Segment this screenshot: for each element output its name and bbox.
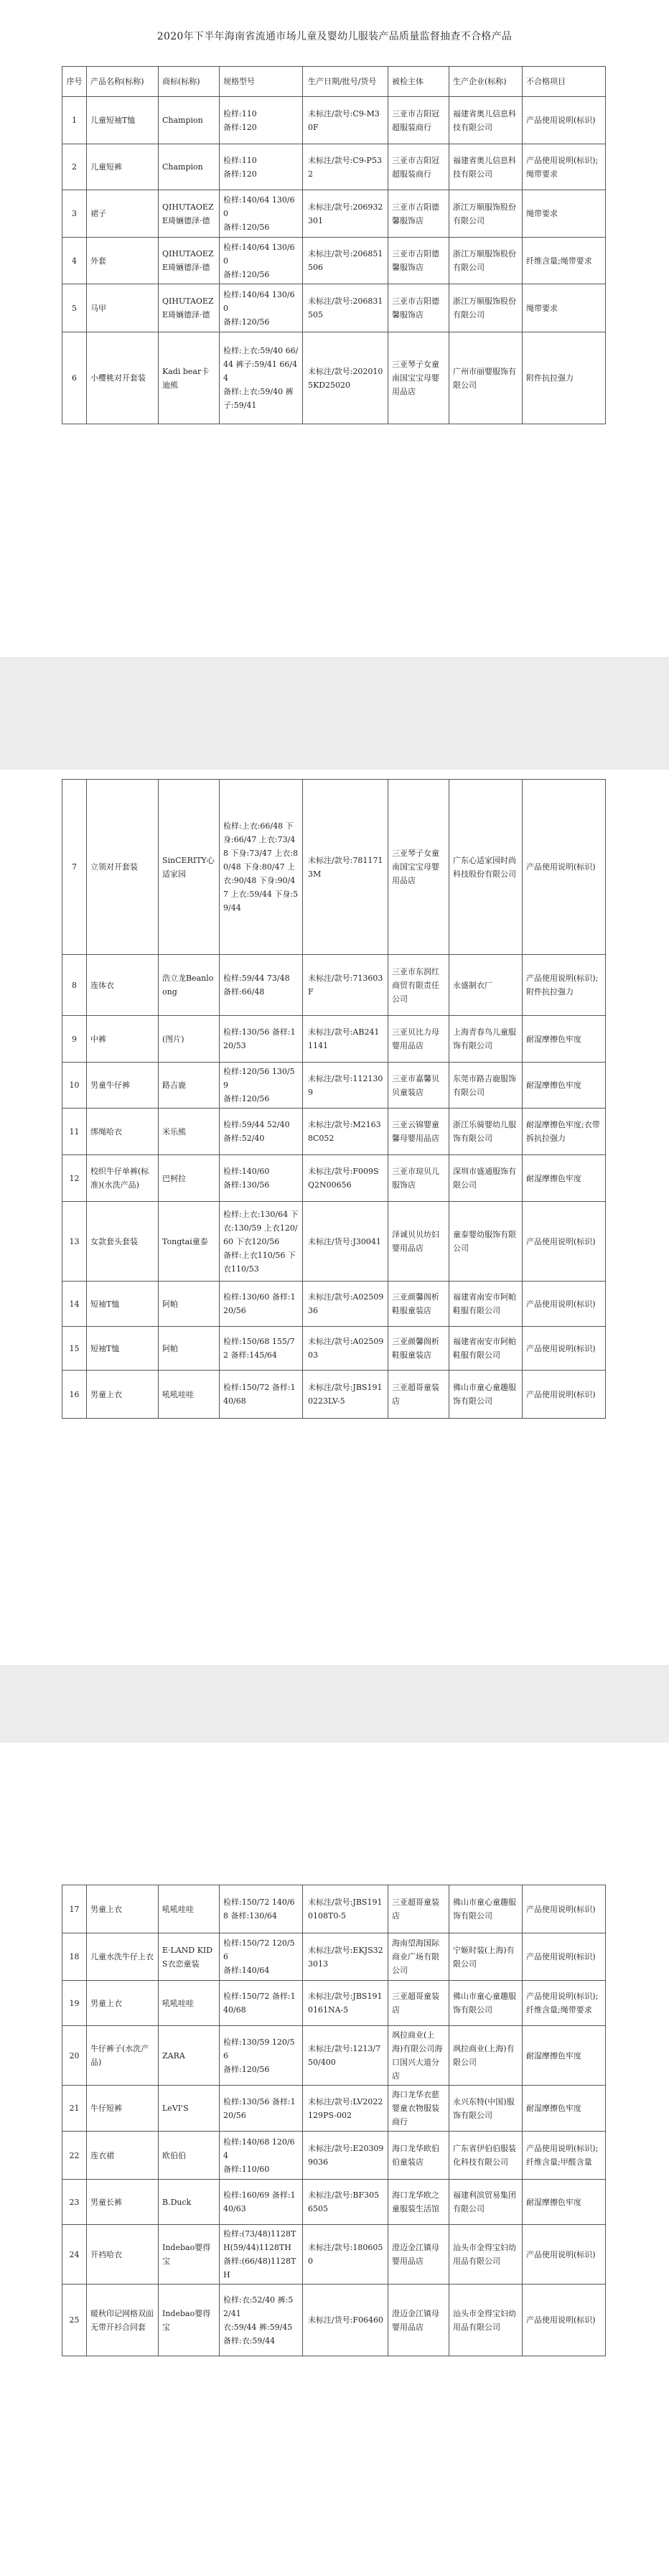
table-row bbox=[62, 1155, 606, 1202]
index-cell: 5 bbox=[62, 284, 87, 332]
batch-cell: 未标注/货号:F06460 bbox=[303, 2285, 388, 2356]
spec-cell: 检样:120/56 130/59 备样:120/56 bbox=[220, 1063, 303, 1109]
product-name-cell: 校织牛仔单裤(标准)(水洗产品) bbox=[87, 1155, 159, 1202]
batch-cell: 未标注/款号:1806050 bbox=[303, 2225, 388, 2285]
inspected-entity-cell: 三亚颜馨阁析鞋服童装店 bbox=[388, 1282, 449, 1327]
manufacturer-cell: 福建省奥儿信息科技有限公司 bbox=[449, 144, 523, 190]
brand-cell: 阿帕 bbox=[159, 1327, 220, 1371]
brand-cell: 吼吼哇哇 bbox=[159, 1885, 220, 1933]
product-name-cell: 开裆哈衣 bbox=[87, 2225, 159, 2285]
brand-cell: 米乐熊 bbox=[159, 1109, 220, 1155]
index-cell: 17 bbox=[62, 1885, 87, 1933]
failed-item-cell: 附件抗拉强力 bbox=[523, 332, 606, 424]
manufacturer-cell: 永兴东特(中国)服饰有限公司 bbox=[449, 2086, 523, 2132]
product-name-cell: 儿童短裤 bbox=[87, 144, 159, 190]
table-row bbox=[62, 1327, 606, 1371]
spec-cell: 检样:上衣:130/64 下衣:130/59 上衣120/60 下衣120/56 备样:上衣110/56 下衣110/53 bbox=[220, 1202, 303, 1282]
spec-cell: 检样:140/68 120/64 备样:110/60 bbox=[220, 2132, 303, 2180]
failed-item-cell: 耐湿摩擦色牢度 bbox=[523, 1155, 606, 1202]
brand-cell: 路吉鹿 bbox=[159, 1063, 220, 1109]
inspected-entity-cell: 三亚市吉阳冠超服装商行 bbox=[388, 97, 449, 144]
product-name-cell: 短袖T恤 bbox=[87, 1282, 159, 1327]
table-row bbox=[62, 1282, 606, 1327]
index-cell: 10 bbox=[62, 1063, 87, 1109]
batch-cell: 未标注/款号:206831505 bbox=[303, 284, 388, 332]
brand-cell: QIHUTAOEZE琦婳德泽·德 bbox=[159, 190, 220, 238]
batch-cell: 未标注/款号:EKJS323013 bbox=[303, 1933, 388, 1981]
product-name-cell: 中裤 bbox=[87, 1016, 159, 1063]
brand-cell: Kadi bear卡迪熊 bbox=[159, 332, 220, 424]
product-name-cell: 连体衣 bbox=[87, 955, 159, 1016]
table-row bbox=[62, 1202, 606, 1282]
inspected-entity-cell: 三亚市吉阳德馨服饰店 bbox=[388, 284, 449, 332]
batch-cell: 未标注/款号:2020105KD25020 bbox=[303, 332, 388, 424]
header-index-cell: 序号 bbox=[62, 67, 87, 97]
manufacturer-cell: 广东省伊伯伯服装化科技有限公司 bbox=[449, 2132, 523, 2180]
table-row bbox=[62, 2225, 606, 2285]
spec-cell: 检样:衣:52/40 裤:52/41 衣:59/44 裤:59/45 备样:衣:59/44 bbox=[220, 2285, 303, 2356]
product-name-cell: 绑绳哈衣 bbox=[87, 1109, 159, 1155]
table-row bbox=[62, 332, 606, 424]
spec-cell: 检样:150/72 备样:140/68 bbox=[220, 1981, 303, 2026]
batch-cell: 未标注/款号:C9-P532 bbox=[303, 144, 388, 190]
index-cell: 14 bbox=[62, 1282, 87, 1327]
failed-item-cell: 绳带要求 bbox=[523, 284, 606, 332]
spec-cell: 检样:110 备样:120 bbox=[220, 144, 303, 190]
failed-item-cell: 产品使用说明(标识) bbox=[523, 1371, 606, 1419]
spec-cell: 检样:130/60 备样:120/56 bbox=[220, 1282, 303, 1327]
product-name-cell: 连衣裙 bbox=[87, 2132, 159, 2180]
index-cell: 15 bbox=[62, 1327, 87, 1371]
index-cell: 19 bbox=[62, 1981, 87, 2026]
manufacturer-cell: 飒拉商业(上海)有限公司 bbox=[449, 2026, 523, 2086]
failed-item-cell: 产品使用说明(标识);纤维含量;绳带要求 bbox=[523, 1981, 606, 2026]
failed-item-cell: 产品使用说明(标识) bbox=[523, 1327, 606, 1371]
spec-cell: 检样:150/72 140/68 备样:130/64 bbox=[220, 1885, 303, 1933]
index-cell: 16 bbox=[62, 1371, 87, 1419]
manufacturer-cell: 上海青春鸟儿童服饰有限公司 bbox=[449, 1016, 523, 1063]
batch-cell: 未标注/款号:E203099036 bbox=[303, 2132, 388, 2180]
product-name-cell: 裙子 bbox=[87, 190, 159, 238]
product-name-cell: 女款套头套装 bbox=[87, 1202, 159, 1282]
brand-cell: 欧伯伯 bbox=[159, 2132, 220, 2180]
inspected-entity-cell: 澄迈金江镇母婴用品店 bbox=[388, 2285, 449, 2356]
inspected-entity-cell: 三亚超哥童装店 bbox=[388, 1371, 449, 1419]
spec-cell: 检样:150/72 120/56 备样:140/64 bbox=[220, 1933, 303, 1981]
manufacturer-cell: 佛山市童心童趣服饰有限公司 bbox=[449, 1885, 523, 1933]
product-name-cell: 外套 bbox=[87, 238, 159, 284]
spec-cell: 检样:140/64 130/60 备样:120/56 bbox=[220, 284, 303, 332]
spec-cell: 检样:160/69 备样:140/63 bbox=[220, 2180, 303, 2225]
failed-item-cell: 产品使用说明(标识);附件抗拉强力 bbox=[523, 955, 606, 1016]
index-cell: 23 bbox=[62, 2180, 87, 2225]
inspected-entity-cell: 三亚琴子女童南国宝宝母婴用品店 bbox=[388, 332, 449, 424]
failed-item-cell: 产品使用说明(标识) bbox=[523, 97, 606, 144]
failed-item-cell: 产品使用说明(标识);绳带要求 bbox=[523, 144, 606, 190]
spec-cell: 检样:150/68 155/72 备样:145/64 bbox=[220, 1327, 303, 1371]
header-manufacturer-cell: 生产企业(标称) bbox=[449, 67, 523, 97]
table-row bbox=[62, 2026, 606, 2086]
table-row bbox=[62, 2285, 606, 2356]
batch-cell: 未标注/款号:A0250936 bbox=[303, 1282, 388, 1327]
inspected-entity-cell: 飒拉商业(上海)有限公司海口国兴大道分店 bbox=[388, 2026, 449, 2086]
failed-item-cell: 产品使用说明(标识) bbox=[523, 1202, 606, 1282]
failed-item-cell: 耐湿摩擦色牢度 bbox=[523, 2086, 606, 2132]
results-table-page-3 bbox=[62, 1885, 606, 2356]
batch-cell: 未标注/货号:J30041 bbox=[303, 1202, 388, 1282]
spec-cell: 检样:140/64 130/60 备样:120/56 bbox=[220, 190, 303, 238]
brand-cell: 浩立龙Beanloong bbox=[159, 955, 220, 1016]
index-cell: 20 bbox=[62, 2026, 87, 2086]
product-name-cell: 牛仔裤子(水洗产品) bbox=[87, 2026, 159, 2086]
product-name-cell: 短袖T恤 bbox=[87, 1327, 159, 1371]
inspected-entity-cell: 三亚颜馨阁析鞋服童装店 bbox=[388, 1327, 449, 1371]
index-cell: 21 bbox=[62, 2086, 87, 2132]
product-name-cell: 男童牛仔裤 bbox=[87, 1063, 159, 1109]
table-row bbox=[62, 955, 606, 1016]
table-row bbox=[62, 1933, 606, 1981]
manufacturer-cell: 浙江万顺服饰股份有限公司 bbox=[449, 238, 523, 284]
inspected-entity-cell: 三亚超哥童装店 bbox=[388, 1981, 449, 2026]
batch-cell: 未标注/款号:1121309 bbox=[303, 1063, 388, 1109]
failed-item-cell: 产品使用说明(标识) bbox=[523, 1885, 606, 1933]
inspected-entity-cell: 三亚市嘉馨贝贝童装店 bbox=[388, 1063, 449, 1109]
failed-item-cell: 耐湿摩擦色牢度 bbox=[523, 2180, 606, 2225]
product-name-cell: 男童上衣 bbox=[87, 1885, 159, 1933]
manufacturer-cell: 福建利滨贸易集团有限公司 bbox=[449, 2180, 523, 2225]
manufacturer-cell: 汕头市金得宝妇幼用品有限公司 bbox=[449, 2285, 523, 2356]
failed-item-cell: 耐湿摩擦色牢度;衣带拆抗拉强力 bbox=[523, 1109, 606, 1155]
batch-cell: 未标注/款号:206851506 bbox=[303, 238, 388, 284]
brand-cell: B.Duck bbox=[159, 2180, 220, 2225]
product-name-cell: 儿童水洗牛仔上衣 bbox=[87, 1933, 159, 1981]
batch-cell: 未标注/款号:LV2022129PS-002 bbox=[303, 2086, 388, 2132]
manufacturer-cell: 宁姬时装(上海)有限公司 bbox=[449, 1933, 523, 1981]
batch-cell: 未标注/款号:C9-M30F bbox=[303, 97, 388, 144]
failed-item-cell: 产品使用说明(标识) bbox=[523, 2225, 606, 2285]
index-cell: 11 bbox=[62, 1109, 87, 1155]
spec-cell: 检样:110 备样:120 bbox=[220, 97, 303, 144]
failed-item-cell: 产品使用说明(标识) bbox=[523, 1933, 606, 1981]
table-row bbox=[62, 1885, 606, 1933]
spec-cell: 检样:上衣:66/48 下身:66/47 上衣:73/48 下身:73/47 上衣:80/48 下身:80/47 上衣:90/48 下身:90/47 上衣:59/44 下身:59/44 bbox=[220, 780, 303, 955]
spec-cell: 检样:59/44 73/48 备样:66/48 bbox=[220, 955, 303, 1016]
table-row bbox=[62, 1981, 606, 2026]
brand-cell: Indebao婴得宝 bbox=[159, 2285, 220, 2356]
product-name-cell: 暖秋印记网格双面无带开衫合同套 bbox=[87, 2285, 159, 2356]
header-batch-cell: 生产日期/批号/货号 bbox=[303, 67, 388, 97]
spec-cell: 检样:130/56 备样:120/56 bbox=[220, 2086, 303, 2132]
header-spec-cell: 规格型号 bbox=[220, 67, 303, 97]
brand-cell: 阿帕 bbox=[159, 1282, 220, 1327]
product-name-cell: 男童上衣 bbox=[87, 1371, 159, 1419]
header-brand-cell: 商标(标称) bbox=[159, 67, 220, 97]
product-name-cell: 男童长裤 bbox=[87, 2180, 159, 2225]
product-name-cell: 男童上衣 bbox=[87, 1981, 159, 2026]
manufacturer-cell: 永盛制衣厂 bbox=[449, 955, 523, 1016]
table-row bbox=[62, 284, 606, 332]
failed-item-cell: 绳带要求 bbox=[523, 190, 606, 238]
manufacturer-cell: 童泰婴幼服饰有限公司 bbox=[449, 1202, 523, 1282]
manufacturer-cell: 浙江万顺服饰股份有限公司 bbox=[449, 190, 523, 238]
brand-cell: SinCERITY心适家园 bbox=[159, 780, 220, 955]
brand-cell: 吼吼哇哇 bbox=[159, 1371, 220, 1419]
table-row bbox=[62, 1371, 606, 1419]
manufacturer-cell: 广东心适家园时尚科技股份有限公司 bbox=[449, 780, 523, 955]
inspected-entity-cell: 三亚市琼贝儿服饰店 bbox=[388, 1155, 449, 1202]
batch-cell: 未标注/款号:JBS1910161NA-5 bbox=[303, 1981, 388, 2026]
brand-cell: Champion bbox=[159, 97, 220, 144]
brand-cell: ZARA bbox=[159, 2026, 220, 2086]
batch-cell: 未标注/款号:713603F bbox=[303, 955, 388, 1016]
inspected-entity-cell: 三亚市吉阳冠超服装商行 bbox=[388, 144, 449, 190]
spec-cell: 检样:150/72 备样:140/68 bbox=[220, 1371, 303, 1419]
header-product-name-cell: 产品名称(标称) bbox=[87, 67, 159, 97]
failed-item-cell: 产品使用说明(标识);纤维含量;甲醛含量 bbox=[523, 2132, 606, 2180]
inspected-entity-cell: 海口龙华欧伯伯童装店 bbox=[388, 2132, 449, 2180]
inspected-entity-cell: 三亚云锦婴童馨母婴用品店 bbox=[388, 1109, 449, 1155]
failed-item-cell: 产品使用说明(标识) bbox=[523, 1282, 606, 1327]
failed-item-cell: 耐湿摩擦色牢度 bbox=[523, 1016, 606, 1063]
inspected-entity-cell: 海口龙华欧之童服装生活馆 bbox=[388, 2180, 449, 2225]
index-cell: 7 bbox=[62, 780, 87, 955]
manufacturer-cell: 浙江万顺服饰股份有限公司 bbox=[449, 284, 523, 332]
brand-cell: QIHUTAOEZE琦婳德泽·德 bbox=[159, 284, 220, 332]
failed-item-cell: 耐湿摩擦色牢度 bbox=[523, 2026, 606, 2086]
header-failed-item-cell: 不合格项目 bbox=[523, 67, 606, 97]
batch-cell: 未标注/款号:F009SQ2N00656 bbox=[303, 1155, 388, 1202]
index-cell: 22 bbox=[62, 2132, 87, 2180]
brand-cell: Tongtai童泰 bbox=[159, 1202, 220, 1282]
brand-cell: QIHUTAOEZE琦婳德泽·德 bbox=[159, 238, 220, 284]
spec-cell: 检样:140/60 备样:130/56 bbox=[220, 1155, 303, 1202]
failed-item-cell: 产品使用说明(标识) bbox=[523, 2285, 606, 2356]
table-row bbox=[62, 2086, 606, 2132]
spec-cell: 检样:130/59 120/56 备样:120/56 bbox=[220, 2026, 303, 2086]
inspected-entity-cell: 三亚市东润红商贸有限责任公司 bbox=[388, 955, 449, 1016]
batch-cell: 未标注/款号:M21638C052 bbox=[303, 1109, 388, 1155]
brand-cell: (图片) bbox=[159, 1016, 220, 1063]
product-name-cell: 马甲 bbox=[87, 284, 159, 332]
batch-cell: 未标注/款号:1213/750/400 bbox=[303, 2026, 388, 2086]
spec-cell: 检样:上衣:59/40 66/44 裤子:59/41 66/44 备样:上衣:59/40 裤子:59/41 bbox=[220, 332, 303, 424]
batch-cell: 未标注/款号:JBS1910108T0-5 bbox=[303, 1885, 388, 1933]
batch-cell: 未标注/款号:JBS1910223LV-5 bbox=[303, 1371, 388, 1419]
manufacturer-cell: 福建省南安市阿帕鞋服有限公司 bbox=[449, 1282, 523, 1327]
table-row bbox=[62, 780, 606, 955]
inspected-entity-cell: 泽诚贝贝坊妇婴用品店 bbox=[388, 1202, 449, 1282]
batch-cell: 未标注/款号:BF3056505 bbox=[303, 2180, 388, 2225]
batch-cell: 未标注/款号:AB2411141 bbox=[303, 1016, 388, 1063]
product-name-cell: 小樱桃对开套装 bbox=[87, 332, 159, 424]
index-cell: 1 bbox=[62, 97, 87, 144]
index-cell: 18 bbox=[62, 1933, 87, 1981]
manufacturer-cell: 东莞市路吉鹿服饰有限公司 bbox=[449, 1063, 523, 1109]
product-name-cell: 儿童短袖T恤 bbox=[87, 97, 159, 144]
inspected-entity-cell: 三亚琴子女童南国宝宝母婴用品店 bbox=[388, 780, 449, 955]
index-cell: 25 bbox=[62, 2285, 87, 2356]
index-cell: 8 bbox=[62, 955, 87, 1016]
index-cell: 9 bbox=[62, 1016, 87, 1063]
inspected-entity-cell: 三亚超哥童装店 bbox=[388, 1885, 449, 1933]
table-row bbox=[62, 1016, 606, 1063]
brand-cell: 巴柯拉 bbox=[159, 1155, 220, 1202]
index-cell: 6 bbox=[62, 332, 87, 424]
results-table-page-1 bbox=[62, 66, 606, 424]
inspected-entity-cell: 澄迈金江镇母婴用品店 bbox=[388, 2225, 449, 2285]
spec-cell: 检样:140/64 130/60 备样:120/56 bbox=[220, 238, 303, 284]
manufacturer-cell: 汕头市金得宝妇幼用品有限公司 bbox=[449, 2225, 523, 2285]
brand-cell: E·LAND KIDS衣恋童装 bbox=[159, 1933, 220, 1981]
table-row bbox=[62, 144, 606, 190]
spec-cell: 检样:130/56 备样:120/53 bbox=[220, 1016, 303, 1063]
brand-cell: 吼吼哇哇 bbox=[159, 1981, 220, 2026]
inspected-entity-cell: 三亚贝比力母婴用品店 bbox=[388, 1016, 449, 1063]
header-inspected-entity-cell: 被检主体 bbox=[388, 67, 449, 97]
table-header-row bbox=[62, 67, 606, 97]
manufacturer-cell: 福建省南安市阿帕鞋服有限公司 bbox=[449, 1327, 523, 1371]
table-row bbox=[62, 97, 606, 144]
manufacturer-cell: 佛山市童心童趣服饰有限公司 bbox=[449, 1371, 523, 1419]
failed-item-cell: 纤维含量;绳带要求 bbox=[523, 238, 606, 284]
inspected-entity-cell: 三亚市吉阳德馨服饰店 bbox=[388, 190, 449, 238]
inspected-entity-cell: 海南望海国际商业广场有限公司 bbox=[388, 1933, 449, 1981]
batch-cell: 未标注/款号:A0250903 bbox=[303, 1327, 388, 1371]
manufacturer-cell: 佛山市童心童趣服饰有限公司 bbox=[449, 1981, 523, 2026]
table-row bbox=[62, 2132, 606, 2180]
index-cell: 4 bbox=[62, 238, 87, 284]
table-row bbox=[62, 1109, 606, 1155]
manufacturer-cell: 广州市丽婴服饰有限公司 bbox=[449, 332, 523, 424]
failed-item-cell: 产品使用说明(标识) bbox=[523, 780, 606, 955]
index-cell: 2 bbox=[62, 144, 87, 190]
spec-cell: 检样:59/44 52/40 备样:52/40 bbox=[220, 1109, 303, 1155]
index-cell: 12 bbox=[62, 1155, 87, 1202]
product-name-cell: 牛仔短裤 bbox=[87, 2086, 159, 2132]
brand-cell: Indebao婴得宝 bbox=[159, 2225, 220, 2285]
batch-cell: 未标注/款号:7811713M bbox=[303, 780, 388, 955]
index-cell: 3 bbox=[62, 190, 87, 238]
brand-cell: Champion bbox=[159, 144, 220, 190]
brand-cell: LeVI'S bbox=[159, 2086, 220, 2132]
table-row bbox=[62, 190, 606, 238]
manufacturer-cell: 浙江乐骑婴幼儿服饰有限公司 bbox=[449, 1109, 523, 1155]
table-row bbox=[62, 2180, 606, 2225]
inspected-entity-cell: 海口龙华衣慈婴童衣物服装商行 bbox=[388, 2086, 449, 2132]
table-row bbox=[62, 1063, 606, 1109]
inspected-entity-cell: 三亚市吉阳德馨服饰店 bbox=[388, 238, 449, 284]
spec-cell: 检样:(73/48)1128TH(59/44)1128TH 备样:(66/48)1128TH bbox=[220, 2225, 303, 2285]
table-row bbox=[62, 238, 606, 284]
product-name-cell: 立领对开套装 bbox=[87, 780, 159, 955]
manufacturer-cell: 深圳市盛通服饰有限公司 bbox=[449, 1155, 523, 1202]
manufacturer-cell: 福建省奥儿信息科技有限公司 bbox=[449, 97, 523, 144]
failed-item-cell: 耐湿摩擦色牢度 bbox=[523, 1063, 606, 1109]
index-cell: 13 bbox=[62, 1202, 87, 1282]
document-title: 2020年下半年海南省流通市场儿童及婴幼儿服装产品质量监督抽查不合格产品 bbox=[156, 31, 513, 42]
results-table-page-2 bbox=[62, 779, 606, 1419]
index-cell: 24 bbox=[62, 2225, 87, 2285]
batch-cell: 未标注/款号:206932301 bbox=[303, 190, 388, 238]
